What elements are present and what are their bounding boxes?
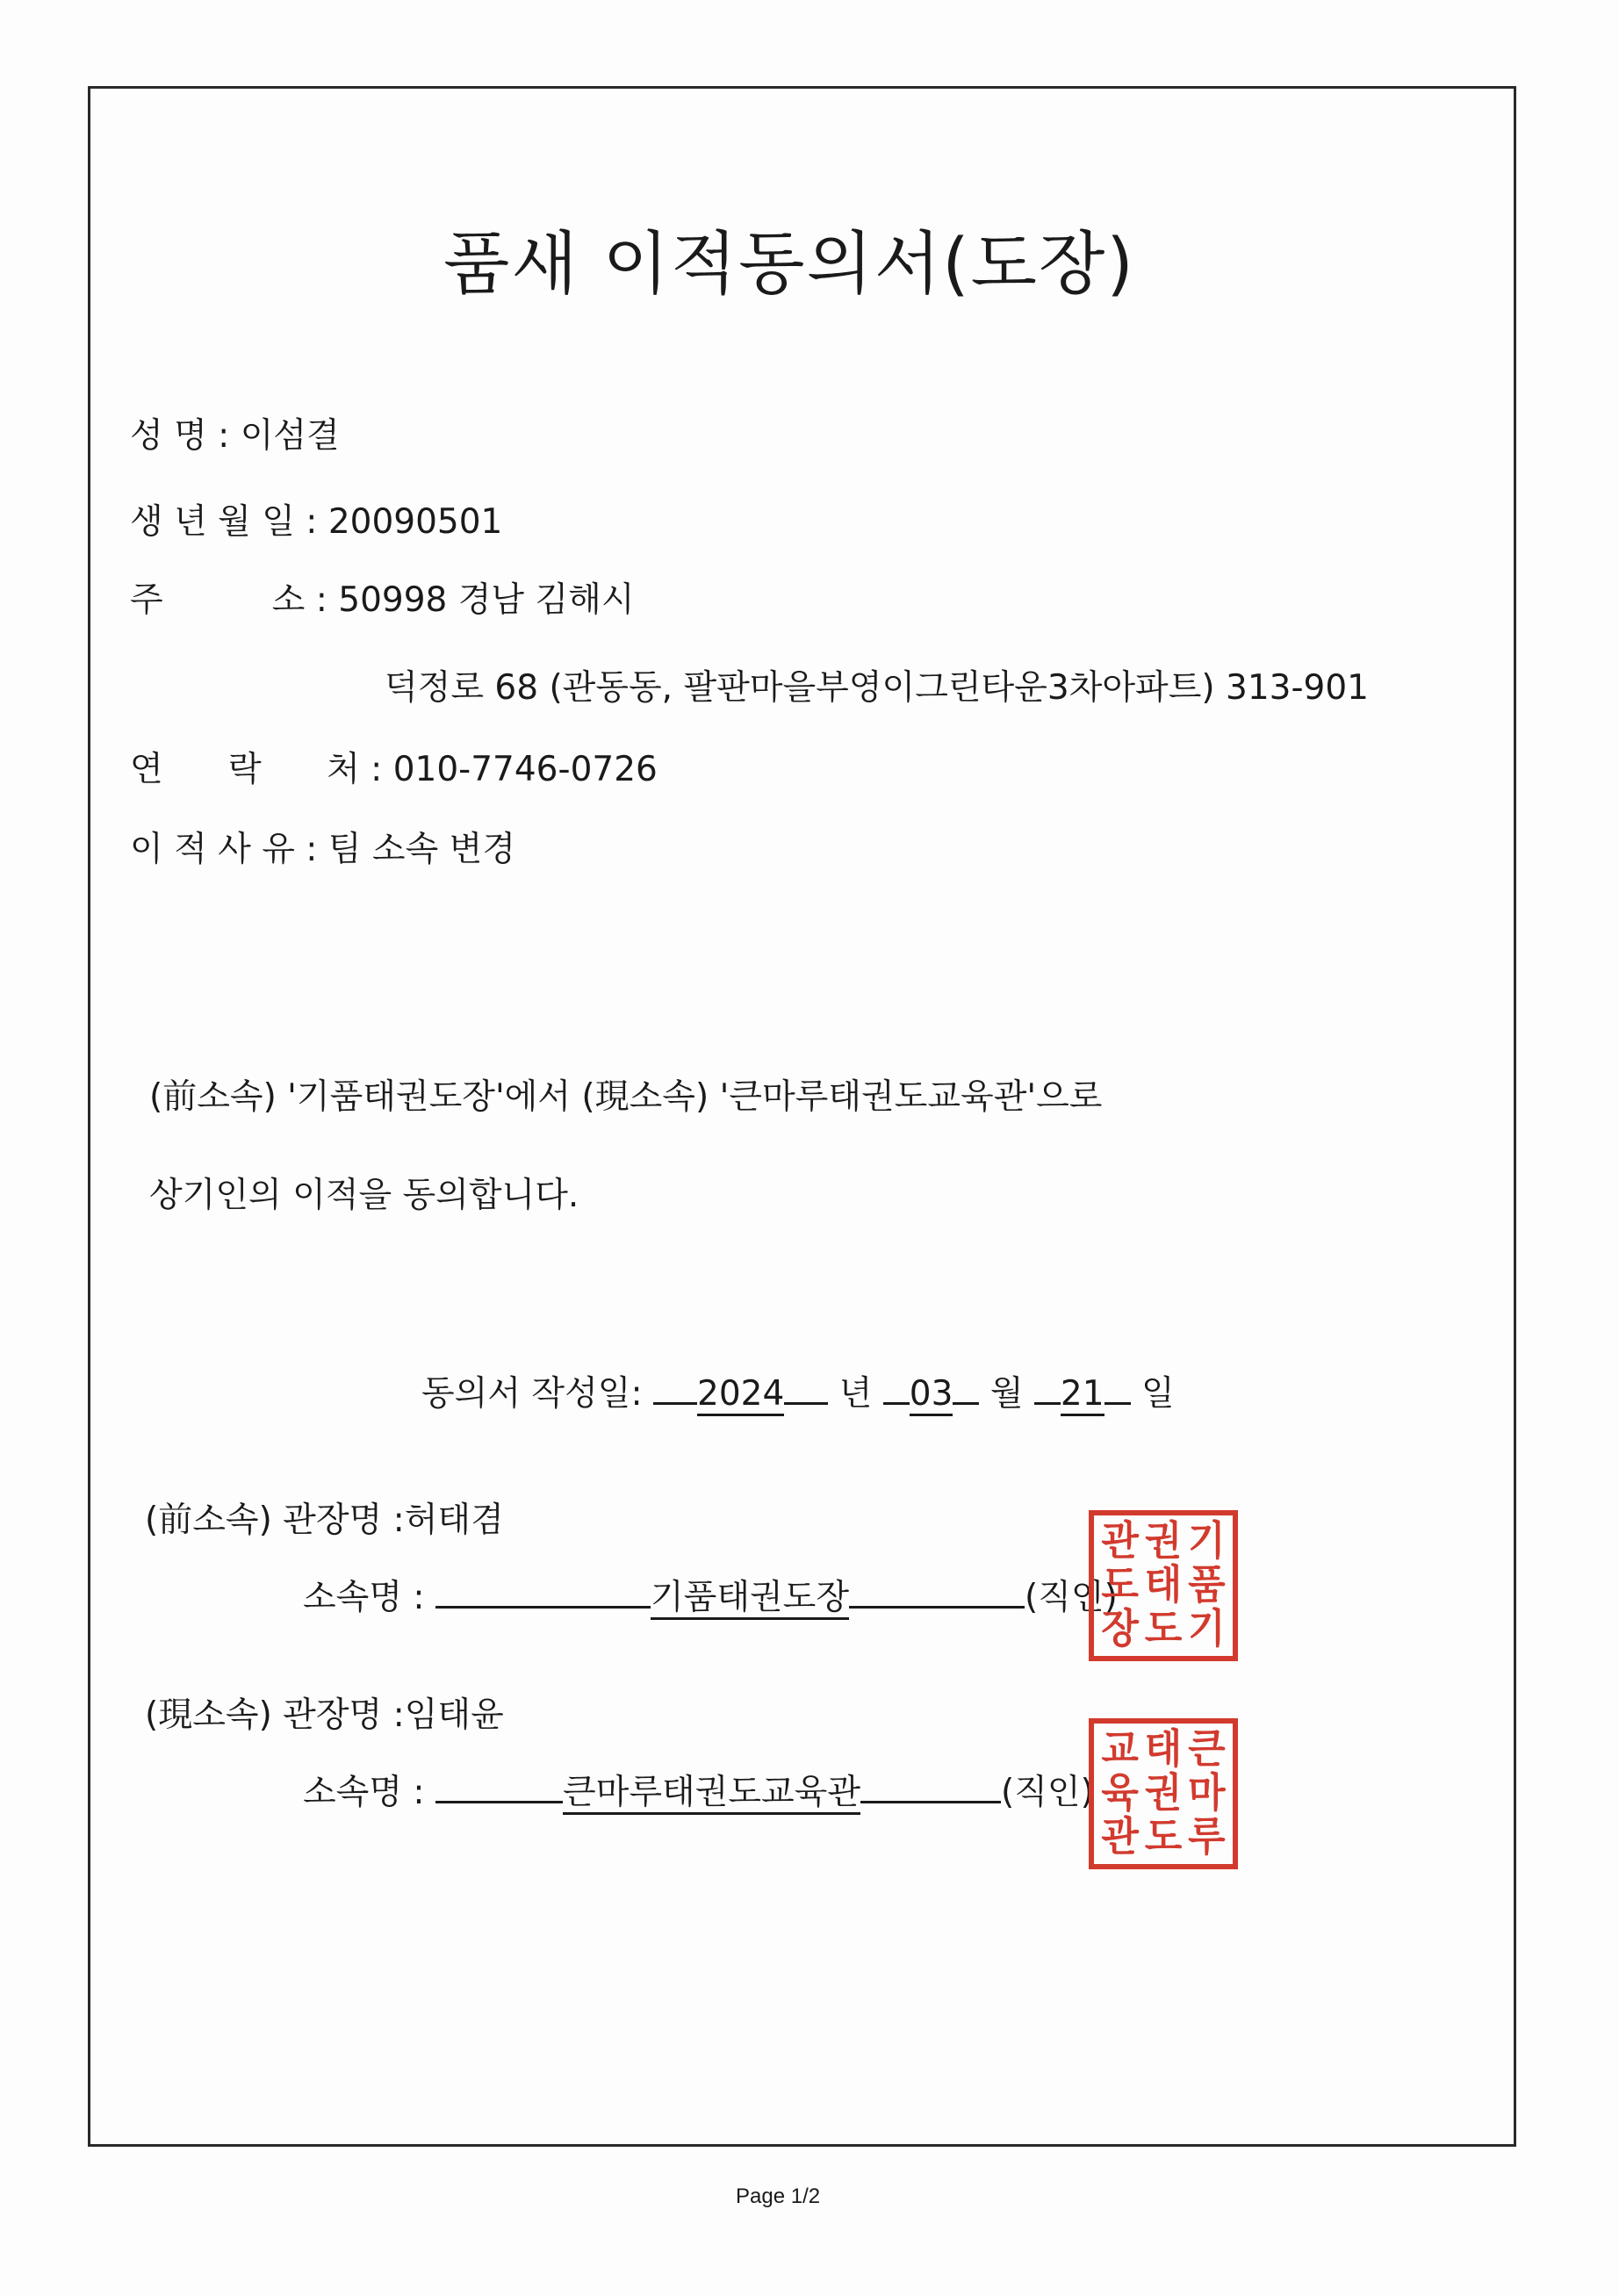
date-day: 21 xyxy=(1061,1374,1105,1416)
prev-heading: (前소속) 관장명 :허태겸 xyxy=(145,1501,504,1540)
date-underline xyxy=(653,1376,697,1405)
document-title: 품새 이적동의서(도장) xyxy=(443,225,1135,304)
seal-char: 관 xyxy=(1101,1813,1139,1861)
reason-field xyxy=(130,822,515,871)
contact-field xyxy=(130,742,658,791)
reason-label: 이 적 사 유 : xyxy=(130,830,318,869)
seal-char: 기 xyxy=(1188,1605,1226,1653)
org-underline xyxy=(435,1774,563,1803)
prev-org-row xyxy=(303,1570,1118,1619)
seal-char: 루 xyxy=(1188,1813,1226,1861)
seal-char: 육 xyxy=(1101,1769,1139,1817)
date-line xyxy=(421,1366,1175,1415)
birth-field xyxy=(130,494,502,543)
address-label: 주 소 : xyxy=(130,580,327,620)
birth-label: 생 년 월 일 : xyxy=(130,502,318,542)
seal-char: 도 xyxy=(1144,1813,1183,1861)
statement-line2: 상기인의 이적을 동의합니다. xyxy=(149,1176,579,1215)
contact-label: 연 락 처 : xyxy=(130,750,383,789)
name-label: 성 명 : xyxy=(130,416,230,456)
address-field xyxy=(130,572,635,622)
org-underline xyxy=(860,1774,1001,1803)
date-month: 03 xyxy=(910,1374,953,1416)
seal-char: 관 xyxy=(1101,1517,1139,1565)
seal-char: 품 xyxy=(1188,1561,1226,1609)
address-line2: 덕정로 68 (관동동, 팔판마을부영이그린타운3차아파트) 313-901 xyxy=(385,668,1369,708)
seal-char: 권 xyxy=(1144,1769,1183,1817)
date-underline xyxy=(883,1376,910,1405)
curr-seal xyxy=(1089,1718,1238,1869)
page-footer: Page 1/2 xyxy=(736,2184,821,2208)
date-underline xyxy=(1105,1376,1131,1405)
date-year: 2024 xyxy=(697,1374,784,1416)
seal-char: 마 xyxy=(1188,1769,1226,1817)
reason-value: 팀 소속 변경 xyxy=(327,830,516,869)
address-value: 50998 경남 김해시 xyxy=(338,580,635,620)
date-underline xyxy=(953,1376,979,1405)
date-day-unit: 일 xyxy=(1140,1374,1175,1414)
date-year-unit: 년 xyxy=(838,1374,873,1414)
date-label: 동의서 작성일: xyxy=(421,1374,643,1414)
seal-char: 장 xyxy=(1101,1605,1139,1653)
seal-char: 교 xyxy=(1101,1725,1139,1774)
curr-seal-label: (직인) xyxy=(1001,1773,1094,1812)
seal-char: 도 xyxy=(1101,1561,1139,1609)
seal-char: 권 xyxy=(1144,1517,1183,1565)
curr-org-label: 소속명 : xyxy=(303,1773,425,1812)
curr-heading: (現소속) 관장명 :임태윤 xyxy=(145,1695,504,1735)
prev-org-name: 기품태권도장 xyxy=(651,1578,849,1620)
seal-char: 도 xyxy=(1144,1605,1183,1653)
curr-org-row xyxy=(303,1765,1094,1814)
name-field xyxy=(130,408,340,457)
birth-value: 20090501 xyxy=(327,502,503,542)
seal-char: 태 xyxy=(1144,1725,1183,1774)
org-underline xyxy=(849,1580,1025,1609)
seal-char: 큰 xyxy=(1188,1725,1226,1774)
org-underline xyxy=(435,1580,651,1609)
date-underline xyxy=(1034,1376,1061,1405)
seal-char: 기 xyxy=(1188,1517,1226,1565)
curr-org-name: 큰마루태권도교육관 xyxy=(563,1773,860,1815)
prev-org-label: 소속명 : xyxy=(303,1578,425,1617)
date-underline xyxy=(784,1376,828,1405)
date-month-unit: 월 xyxy=(989,1374,1024,1414)
prev-seal-label: (직인) xyxy=(1025,1578,1118,1617)
contact-value: 010-7746-0726 xyxy=(392,750,658,789)
statement-line1: (前소속) '기품태권도장'에서 (現소속) '큰마루태권도교육관'으로 xyxy=(149,1077,1103,1117)
prev-seal xyxy=(1089,1510,1238,1661)
name-value: 이섬결 xyxy=(240,416,340,456)
seal-char: 태 xyxy=(1144,1561,1183,1609)
